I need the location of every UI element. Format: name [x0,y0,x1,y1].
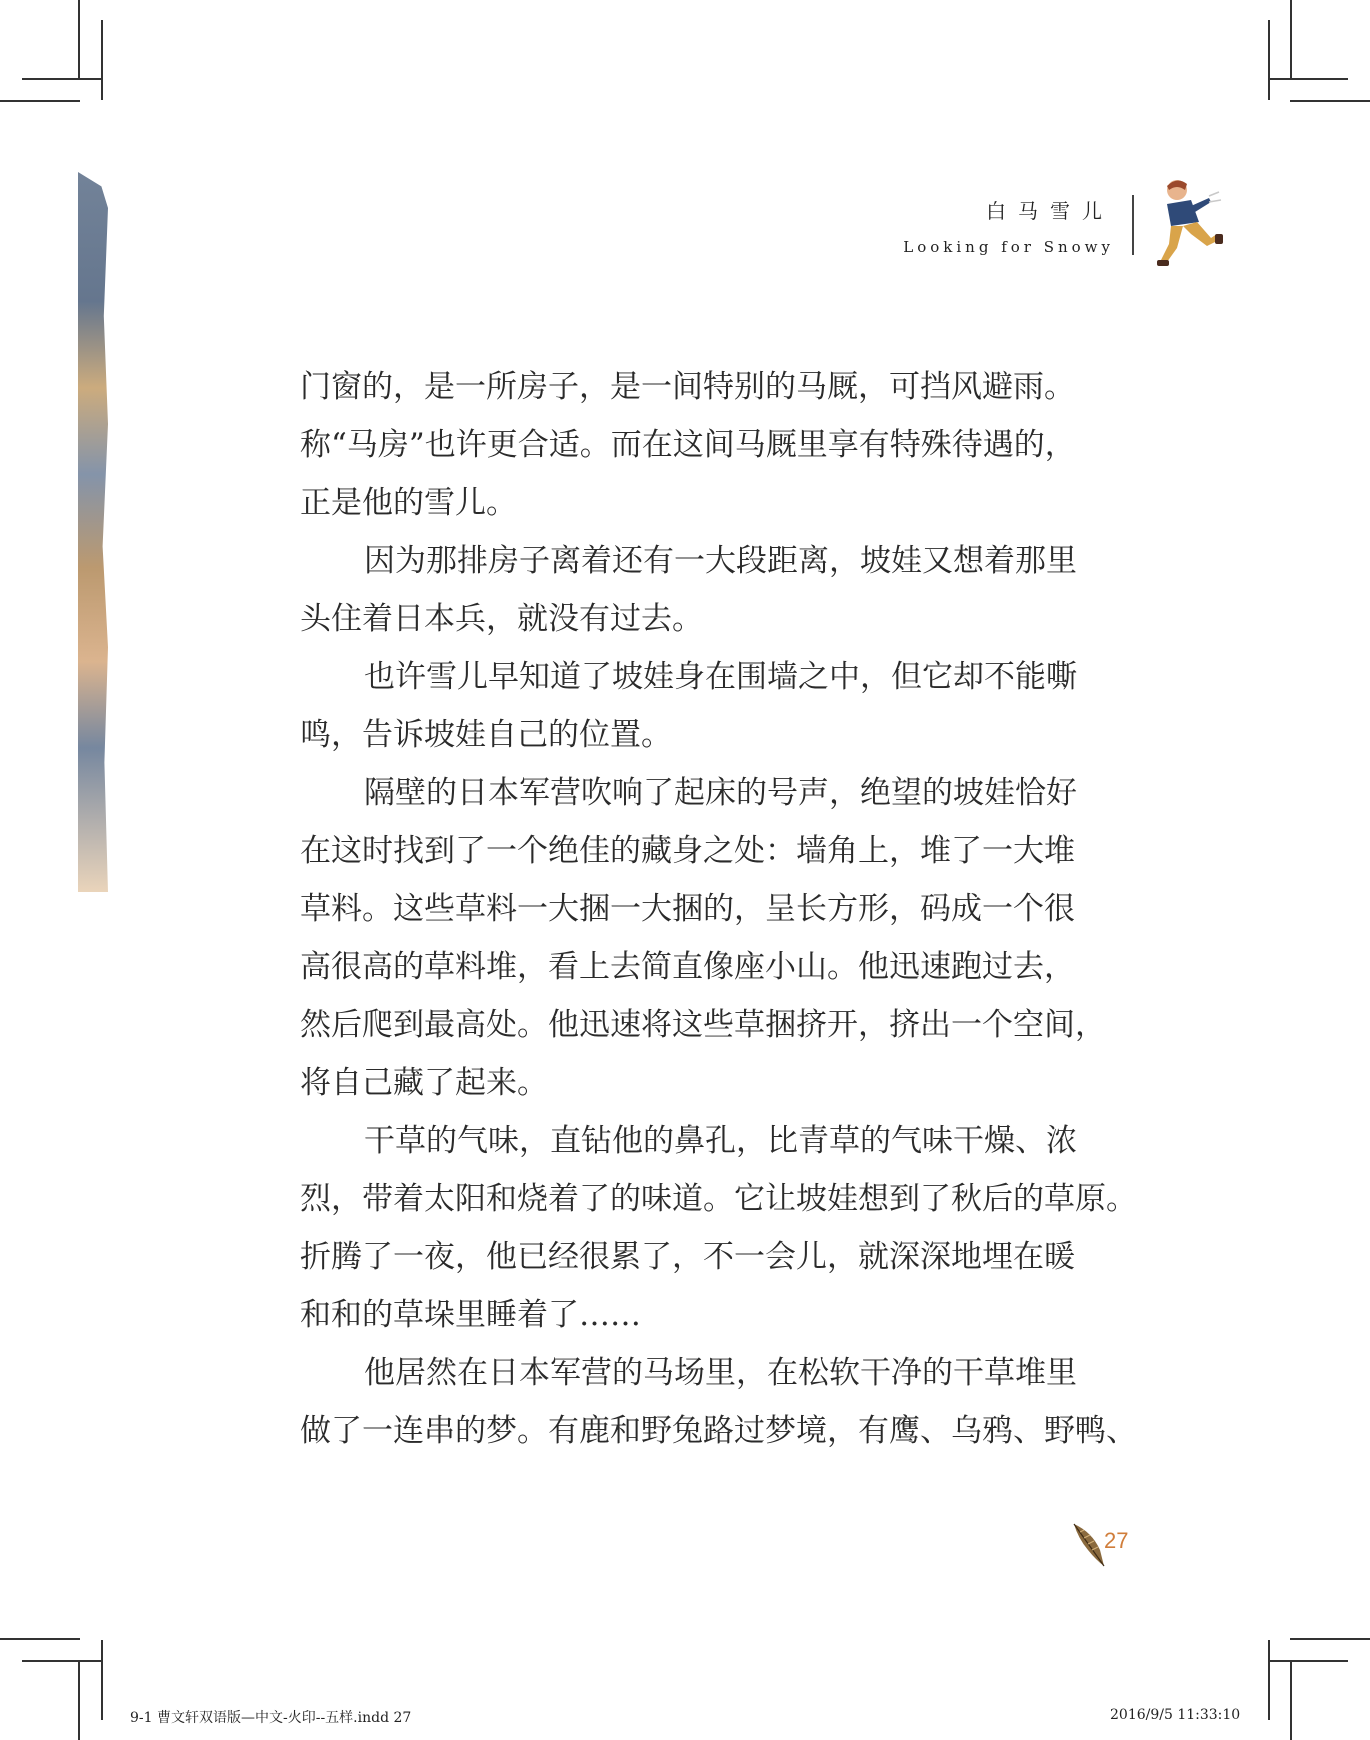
crop-mark-top-left-v [78,0,80,80]
text-line: 在这时找到了一个绝佳的藏身之处：墙角上，堆了一大堆 [300,833,1075,869]
running-boy-icon [1147,176,1225,272]
text-line: 然后爬到最高处。他迅速将这些草捆挤开，挤出一个空间， [300,1007,1106,1043]
book-subtitle: Looking for Snowy [903,238,1114,256]
book-title: 白马雪儿 [986,199,1114,223]
crop-mark-bottom-right-h2 [1290,1638,1370,1640]
text-line: 将自己藏了起来。 [300,1065,548,1101]
crop-mark-top-left-v2 [101,20,103,100]
header-divider [1132,195,1134,255]
footer-file-info: 9-1 曹文轩双语版—中文-火印--五样.indd 27 [130,1710,412,1726]
text-line: 鸣，告诉坡娃自己的位置。 [300,717,672,753]
text-line: 干草的气味，直钻他的鼻孔，比青草的气味干燥、浓 [364,1123,1077,1159]
text-line: 门窗的，是一所房子，是一间特别的马厩，可挡风避雨。 [300,369,1075,405]
crop-mark-top-right-h [1268,78,1348,80]
crop-mark-top-left-h2 [22,78,102,80]
crop-mark-bottom-right-v [1268,1640,1270,1720]
crop-mark-bottom-left-h2 [22,1660,102,1662]
crop-mark-bottom-right-v2 [1290,1660,1292,1740]
running-header [903,195,1114,256]
text-line: 高很高的草料堆，看上去简直像座小山。他迅速跑过去， [300,949,1075,985]
crop-mark-bottom-left-h [0,1638,80,1640]
left-illustration-strip [78,172,108,892]
crop-mark-bottom-left-v [78,1660,80,1740]
text-line: 正是他的雪儿。 [300,485,517,521]
text-line: 和和的草垛里睡着了…… [300,1297,641,1333]
text-line: 烈，带着太阳和烧着了的味道。它让坡娃想到了秋后的草原。 [300,1181,1137,1217]
text-line: 他居然在日本军营的马场里，在松软干净的干草堆里 [364,1355,1077,1391]
footer-timestamp: 2016/9/5 11:33:10 [1110,1707,1241,1723]
text-line: 草料。这些草料一大捆一大捆的，呈长方形，码成一个很 [300,891,1075,927]
text-line: 因为那排房子离着还有一大段距离，坡娃又想着那里 [364,543,1077,579]
text-line: 头住着日本兵，就没有过去。 [300,601,703,637]
crop-mark-bottom-right-h [1268,1660,1348,1662]
crop-mark-top-left-h [0,100,80,102]
crop-mark-top-right-v [1268,20,1270,100]
crop-mark-top-right-v2 [1290,0,1292,80]
text-line: 做了一连串的梦。有鹿和野兔路过梦境，有鹰、乌鸦、野鸭、 [300,1413,1137,1449]
text-line: 称“马房”也许更合适。而在这间马厩里享有特殊待遇的， [300,427,1076,463]
crop-mark-top-right-h2 [1290,100,1370,102]
text-line: 也许雪儿早知道了坡娃身在围墙之中，但它却不能嘶 [364,659,1077,695]
text-line: 隔壁的日本军营吹响了起床的号声，绝望的坡娃恰好 [364,775,1077,811]
page-number: 27 [1104,1528,1129,1553]
crop-mark-bottom-left-v2 [101,1640,103,1720]
body-text [300,358,1137,1460]
text-line: 折腾了一夜，他已经很累了，不一会儿，就深深地埋在暖 [300,1239,1075,1275]
